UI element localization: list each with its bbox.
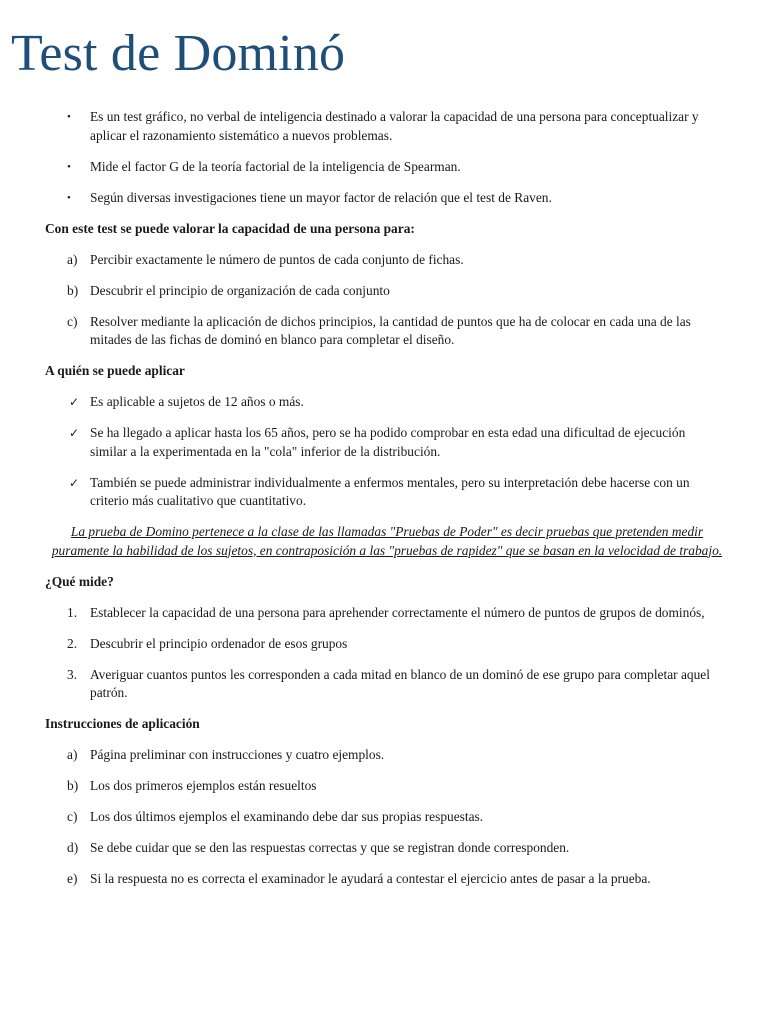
list-item [45, 870, 725, 889]
list-marker: a) [67, 251, 78, 267]
bullet-marker: • [67, 191, 71, 204]
list-item-text: Descubrir el principio de organización de cada conjunto [90, 282, 390, 298]
list-marker: 1. [67, 604, 78, 620]
list-marker: b) [67, 778, 79, 793]
list-item-text: Descubrir el principio ordenador de esos grupos [90, 635, 348, 651]
checkmark-icon: ✓ [69, 426, 80, 440]
bullet-marker: • [67, 111, 71, 123]
list-item-text: Resolver mediante la aplicación de dichos principios, la cantidad de puntos que ha de colocar en cada una de las mitades de las fichas de dominó en blanco para completar el diseño. [90, 313, 691, 347]
list-item [45, 474, 725, 511]
list-marker: 2. [67, 635, 78, 651]
list-item [45, 424, 725, 461]
list-item [45, 189, 725, 208]
list-item-text: Averiguar cuantos puntos les corresponden a cada mitad en blanco de un dominó de ese grupo para completar aquel patrón. [90, 666, 710, 700]
bullet-marker: • [67, 160, 71, 173]
document-body [45, 108, 725, 901]
list-item-text: Se debe cuidar que se den las respuestas correctas y que se registran donde corresponden. [90, 840, 570, 855]
list-item-text: Se ha llegado a aplicar hasta los 65 años, pero se ha podido comprobar en esta edad una dificultad de ejecución similar a la experimentada en la "cola" inferior de la distribución. [90, 425, 686, 459]
list-item [45, 746, 725, 765]
list-item [45, 777, 725, 796]
section-heading-aplicar: A quién se puede aplicar [45, 363, 185, 378]
list-marker: b) [67, 282, 79, 298]
list-item [45, 251, 725, 270]
list-item [45, 839, 725, 858]
list-marker: e) [67, 871, 78, 886]
list-item [45, 313, 725, 350]
list-item-text: También se puede administrar individualmente a enfermos mentales, pero su interpretación debe hacerse con un criterio más cualitativo que cuantitativo. [90, 474, 690, 508]
list-marker: c) [67, 809, 78, 824]
list-item-text: Es aplicable a sujetos de 12 años o más. [90, 394, 304, 409]
section-heading-instrucciones: Instrucciones de aplicación [45, 716, 200, 731]
list-item [45, 604, 725, 623]
list-marker: c) [67, 313, 78, 329]
section-heading-mide: ¿Qué mide? [45, 573, 114, 589]
list-item [45, 108, 725, 145]
list-item-text: Los dos primeros ejemplos están resueltos [90, 778, 317, 793]
list-item-text: Página preliminar con instrucciones y cuatro ejemplos. [90, 747, 385, 762]
list-item-text: Mide el factor G de la teoría factorial de la inteligencia de Spearman. [90, 158, 461, 174]
checkmark-icon: ✓ [69, 475, 80, 490]
list-item [45, 808, 725, 827]
list-item-text: Si la respuesta no es correcta el examinador le ayudará a contestar el ejercicio antes de pasar a la prueba. [90, 871, 651, 886]
list-item [45, 635, 725, 654]
section-heading-capacidad: Con este test se puede valorar la capacidad de una persona para: [45, 220, 415, 236]
list-marker: a) [67, 747, 78, 762]
list-item-text: Según diversas investigaciones tiene un mayor factor de relación que el test de Raven. [90, 189, 552, 205]
list-item [45, 393, 725, 412]
list-item [45, 666, 725, 703]
list-item-text: Es un test gráfico, no verbal de inteligencia destinado a valorar la capacidad de una persona para conceptualizar y aplicar el razonamiento sistemático a nuevos problemas. [90, 109, 699, 143]
list-item [45, 158, 725, 177]
page-title: Test de Dominó [11, 25, 346, 82]
list-marker: 3. [67, 666, 78, 682]
list-item-text: Establecer la capacidad de una persona para aprehender correctamente el número de puntos de grupos de dominós, [90, 604, 705, 620]
checkmark-icon: ✓ [69, 395, 80, 409]
italic-note: La prueba de Domino pertenece a la clase de las llamadas "Pruebas de Poder" es decir pruebas que pretenden medir puramente la habilidad de los sujetos, en contraposición a las "pruebas de rapidez" que se basan en la velocidad de trabajo. [51, 524, 723, 558]
list-item [45, 282, 725, 301]
list-item-text: Percibir exactamente le número de puntos de cada conjunto de fichas. [90, 251, 464, 267]
list-item-text: Los dos últimos ejemplos el examinando debe dar sus propias respuestas. [90, 809, 484, 824]
list-marker: d) [67, 840, 79, 855]
